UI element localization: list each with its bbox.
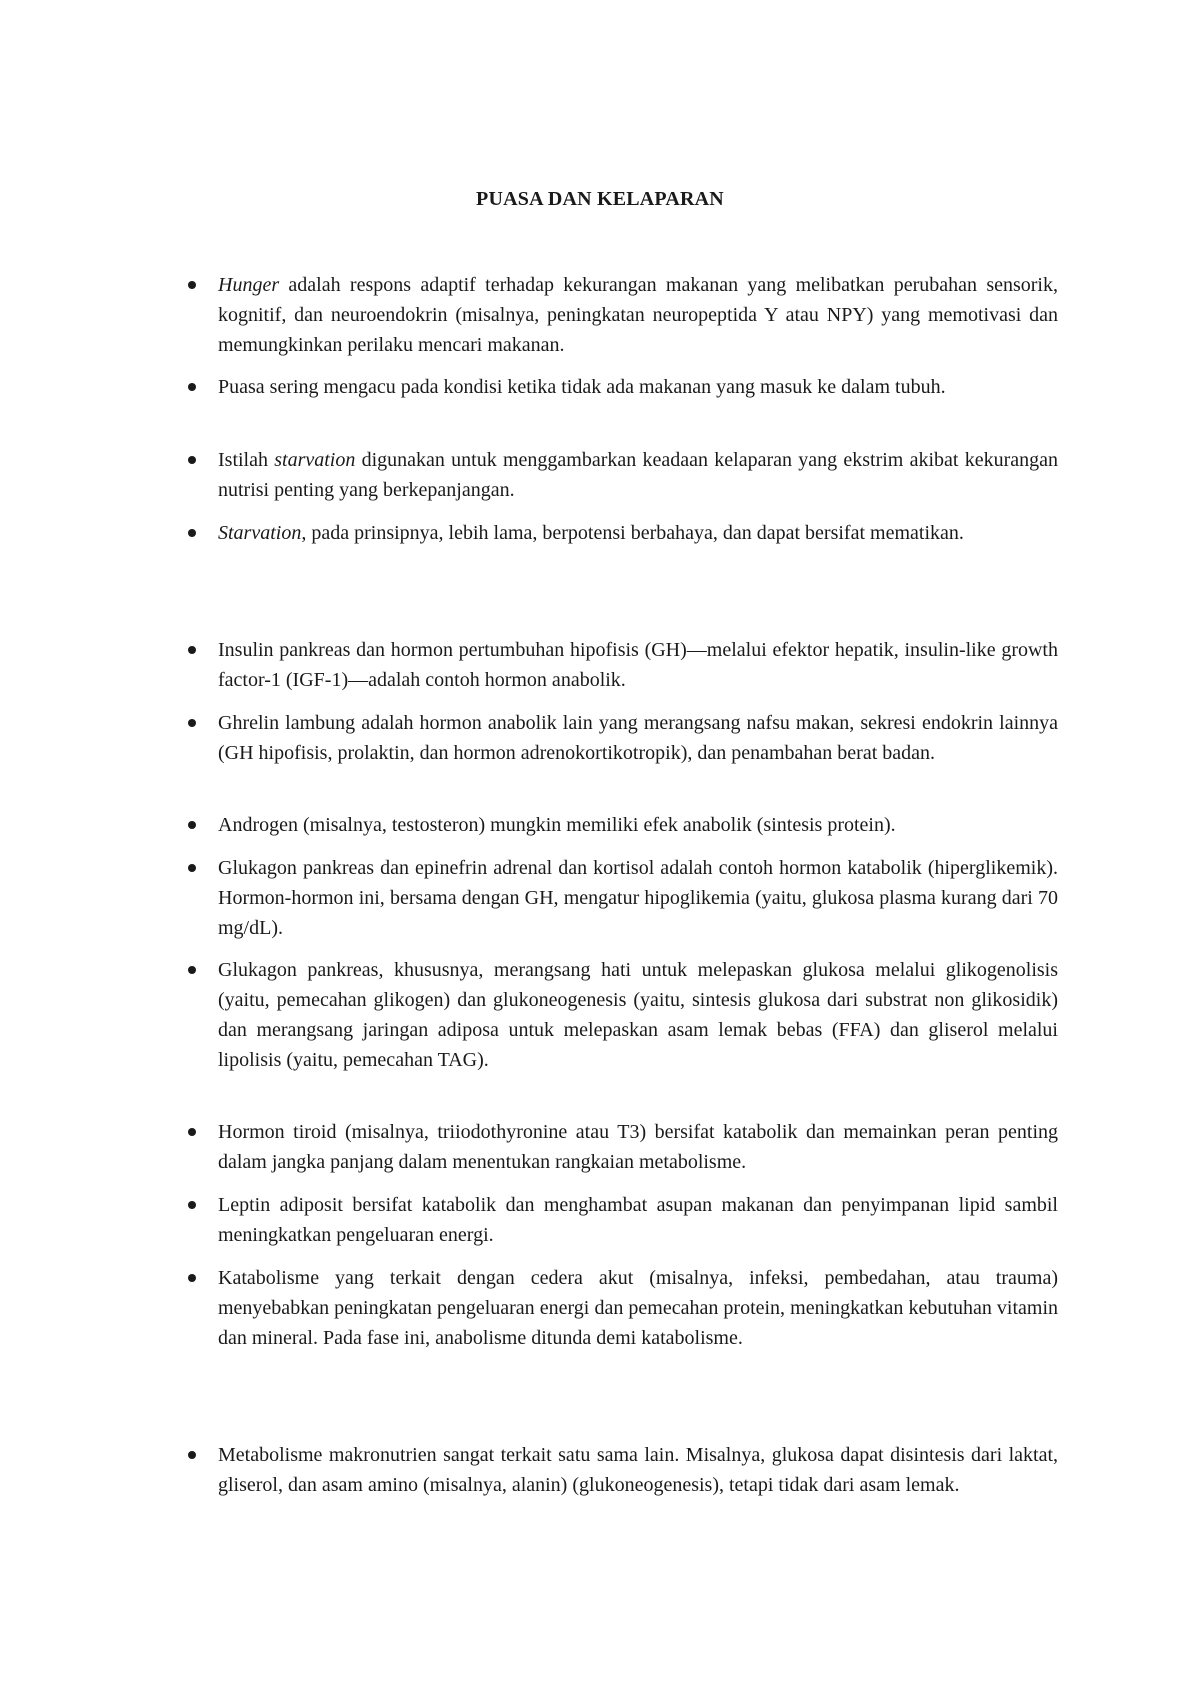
list-item-text: Puasa sering mengacu pada kondisi ketika tidak ada makanan yang masuk ke dalam tubuh. <box>218 376 946 398</box>
bullet-icon <box>188 281 196 289</box>
list-item-text: adalah respons adaptif terhadap kekurangan makanan yang melibatkan perubahan sensorik, kognitif, dan neuroendokrin (misalnya, peningkatan neuropeptida Y atau NPY) yang memotivasi dan memungkinkan perilaku mencari makanan. <box>218 274 1058 356</box>
list-item <box>218 270 1058 360</box>
list-item-text-pre: Istilah <box>218 449 275 471</box>
list-item-text: Leptin adiposit bersifat katabolik dan menghambat asupan makanan dan penyimpanan lipid sambil meningkatkan pengeluaran energi. <box>218 1194 1058 1246</box>
list-item <box>218 518 1058 548</box>
list-item-text: Katabolisme yang terkait dengan cedera akut (misalnya, infeksi, pembedahan, atau trauma) menyebabkan peningkatan pengeluaran energi dan pemecahan protein, meningkatkan kebutuhan vitamin dan mineral. Pada fase ini, anabolisme ditunda demi katabolisme. <box>218 1267 1058 1349</box>
bullet-icon <box>188 1128 196 1136</box>
list-item-text: Glukagon pankreas, khususnya, merangsang hati untuk melepaskan glukosa melalui glikogenolisis (yaitu, pemecahan glikogen) dan glukoneogenesis (yaitu, sintesis glukosa dari substrat non glikosidik) dan merangsang jaringan adiposa untuk melepaskan asam lemak bebas (FFA) dan gliserol melalui lipolisis (yaitu, pemecahan TAG). <box>218 959 1058 1071</box>
bullet-icon <box>188 1201 196 1209</box>
list-item <box>218 1440 1058 1500</box>
bullet-icon <box>188 646 196 654</box>
bullet-icon <box>188 966 196 974</box>
list-item <box>218 445 1058 505</box>
list-item <box>218 955 1058 1075</box>
bullet-icon <box>188 529 196 537</box>
list-item <box>218 1190 1058 1250</box>
list-item <box>218 708 1058 768</box>
list-item <box>218 1117 1058 1177</box>
bullet-icon <box>188 864 196 872</box>
list-item-text: digunakan untuk menggambarkan keadaan kelaparan yang ekstrim akibat kekurangan nutrisi penting yang berkepanjangan. <box>218 449 1059 501</box>
list-item-text: , pada prinsipnya, lebih lama, berpotensi berbahaya, dan dapat bersifat mematikan. <box>301 522 964 544</box>
list-item <box>218 635 1058 695</box>
list-item-italic-lead: Starvation <box>218 522 302 544</box>
list-item-text: Glukagon pankreas dan epinefrin adrenal dan kortisol adalah contoh hormon katabolik (hiperglikemik). Hormon-hormon ini, bersama dengan GH, mengatur hipoglikemia (yaitu, glukosa plasma kurang dari 70 mg/dL). <box>218 857 1058 939</box>
list-item-italic: starvation <box>274 449 356 471</box>
list-item <box>218 372 1058 402</box>
list-item <box>218 810 1058 840</box>
bullet-icon <box>188 1274 196 1282</box>
list-item-text: Ghrelin lambung adalah hormon anabolik lain yang merangsang nafsu makan, sekresi endokrin lainnya (GH hipofisis, prolaktin, dan hormon adrenokortikotropik), dan penambahan berat badan. <box>218 712 1058 764</box>
list-item-text: Hormon tiroid (misalnya, triiodothyronine atau T3) bersifat katabolik dan memainkan peran penting dalam jangka panjang dalam menentukan rangkaian metabolisme. <box>218 1121 1058 1173</box>
list-item-text: Insulin pankreas dan hormon pertumbuhan hipofisis (GH)—melalui efektor hepatik, insulin-like growth factor-1 (IGF-1)—adalah contoh hormon anabolik. <box>218 639 1058 691</box>
bullet-icon <box>188 383 196 391</box>
list-item-italic-lead: Hunger <box>218 274 280 296</box>
list-item <box>218 1263 1058 1353</box>
list-item-text: Androgen (misalnya, testosteron) mungkin memiliki efek anabolik (sintesis protein). <box>218 814 896 836</box>
bullet-icon <box>188 1451 196 1459</box>
bullet-icon <box>188 456 196 464</box>
list-item-text: Metabolisme makronutrien sangat terkait satu sama lain. Misalnya, glukosa dapat disintesis dari laktat, gliserol, dan asam amino (misalnya, alanin) (glukoneogenesis), tetapi tidak dari asam lemak. <box>218 1444 1058 1496</box>
bullet-icon <box>188 719 196 727</box>
list-item <box>218 853 1058 943</box>
bullet-icon <box>188 821 196 829</box>
page-title: PUASA DAN KELAPARAN <box>476 188 724 210</box>
